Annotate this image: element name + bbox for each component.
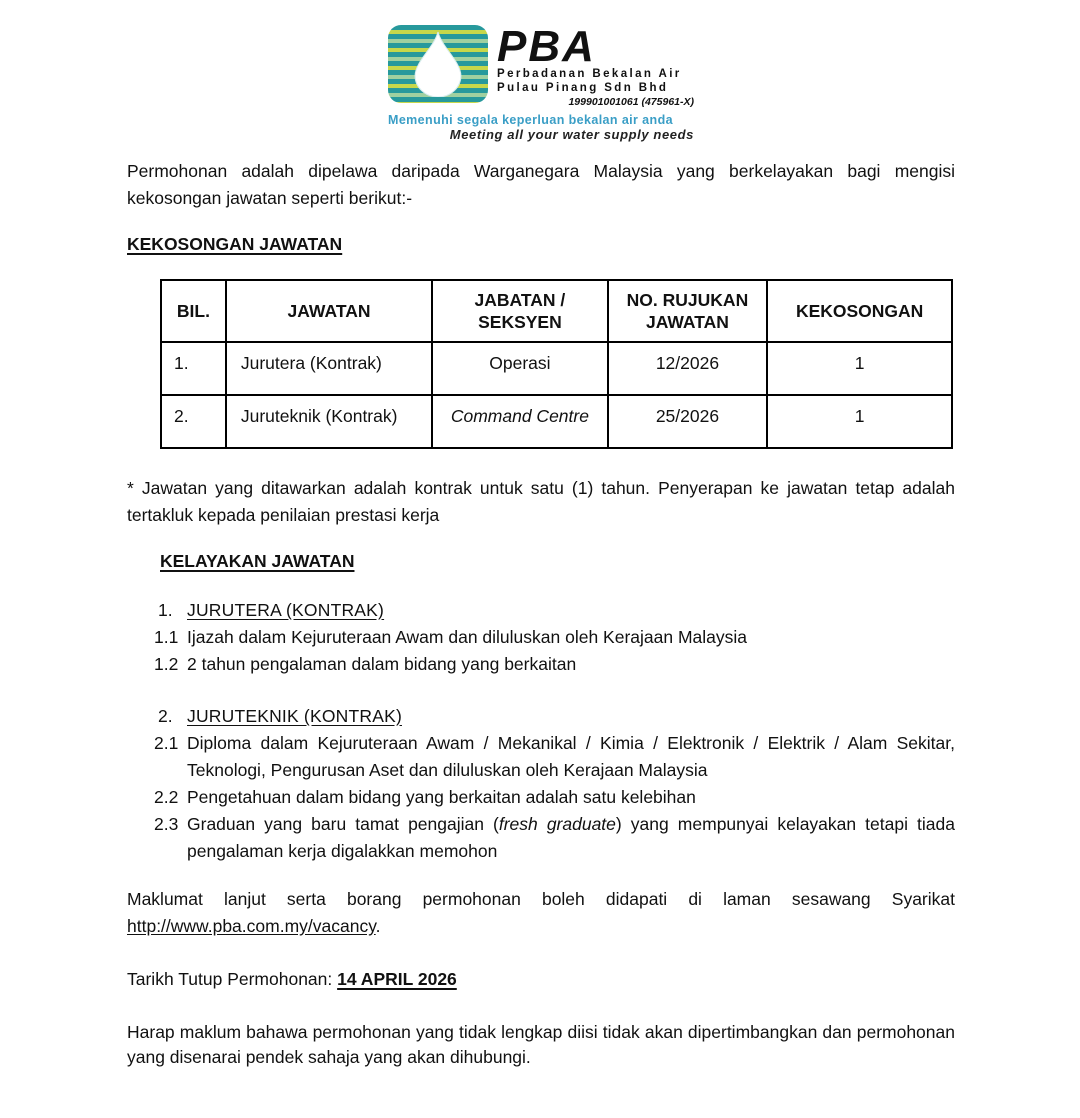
contract-note: * Jawatan yang ditawarkan adalah kontrak untuk satu (1) tahun. Penyerapan ke jawatan tetap adalah tertakluk kepada penilaian prestasi kerja [127, 478, 955, 525]
closing-date-label: Tarikh Tutup Permohonan: [127, 969, 338, 989]
pba-wordmark [497, 22, 694, 108]
qualification-group-jurutera [154, 597, 955, 678]
list-item [154, 784, 955, 811]
tagline-malay: Memenuhi segala keperluan bekalan air anda [388, 113, 673, 127]
cell-kekosongan: 1 [767, 342, 952, 395]
closing-date-value: 14 APRIL 2026 [337, 969, 457, 989]
info-paragraph [127, 886, 955, 940]
water-drop-icon [411, 31, 465, 97]
vacancy-heading: KEKOSONGAN JAWATAN [127, 234, 343, 254]
cell-jawatan: Jurutera (Kontrak) [226, 342, 432, 395]
table-row [161, 395, 952, 448]
info-text: Maklumat lanjut serta borang permohonan boleh didapati di laman sesawang Syarikat [127, 889, 955, 909]
list-item [154, 811, 955, 865]
item-text [187, 811, 955, 865]
company-name-line1: Perbadanan Bekalan Air [497, 68, 682, 80]
item-text-before: Graduan yang baru tamat pengajian ( [187, 814, 499, 834]
col-header-kekosongan: KEKOSONGAN [767, 280, 952, 342]
cell-jawatan: Juruteknik (Kontrak) [226, 395, 432, 448]
group-number: 2. [158, 706, 173, 726]
item-number: 1.1 [154, 627, 179, 647]
pba-logo-mark [388, 25, 488, 103]
table-row [161, 342, 952, 395]
cell-rujukan: 12/2026 [608, 342, 768, 395]
group-number: 1. [158, 600, 173, 620]
item-text: Diploma dalam Kejuruteraan Awam / Mekanikal / Kimia / Elektronik / Elektrik / Alam Sekitar, Teknologi, Pengurusan Aset dan diluluskan oleh Kerajaan Malaysia [187, 733, 955, 780]
logo-acronym: PBA [497, 22, 596, 71]
table-header-row [161, 280, 952, 342]
item-text: Pengetahuan dalam bidang yang berkaitan adalah satu kelebihan [187, 787, 696, 807]
intro-paragraph: Permohonan adalah dipelawa daripada Warganegara Malaysia yang berkelayakan bagi mengisi kekosongan jawatan seperti berikut:- [127, 161, 955, 208]
qualification-group-juruteknik [154, 703, 955, 865]
list-item [154, 730, 955, 784]
item-number: 2.3 [154, 814, 179, 834]
item-text: 2 tahun pengalaman dalam bidang yang berkaitan [187, 654, 577, 674]
col-header-jawatan: JAWATAN [226, 280, 432, 342]
vacancy-table [160, 279, 953, 449]
group-title-row [158, 597, 955, 624]
item-text: Ijazah dalam Kejuruteraan Awam dan diluluskan oleh Kerajaan Malaysia [187, 627, 748, 647]
item-number: 1.2 [154, 654, 179, 674]
item-number: 2.2 [154, 787, 179, 807]
cell-kekosongan: 1 [767, 395, 952, 448]
pba-logo-top [388, 22, 694, 108]
company-name-line2: Pulau Pinang Sdn Bhd [497, 82, 669, 94]
group-title: JURUTEKNIK (KONTRAK) [187, 706, 402, 726]
cell-rujukan: 25/2026 [608, 395, 768, 448]
pba-logo [388, 22, 694, 142]
vacancy-link[interactable]: http://www.pba.com.my/vacancy [127, 916, 376, 936]
col-header-no-rujukan: NO. RUJUKAN JAWATAN [608, 280, 768, 342]
item-number: 2.1 [154, 733, 179, 753]
closing-date-line [127, 966, 955, 993]
tagline-english: Meeting all your water supply needs [449, 127, 694, 142]
cell-jabatan: Command Centre [432, 395, 607, 448]
qualification-heading: KELAYAKAN JAWATAN [160, 551, 355, 571]
cell-jabatan: Operasi [432, 342, 607, 395]
group-title-row [158, 703, 955, 730]
col-header-jabatan-seksyen: JABATAN / SEKSYEN [432, 280, 607, 342]
company-registration: 199901001061 (475961-X) [568, 96, 694, 108]
cell-bil: 1. [161, 342, 226, 395]
group-title: JURUTERA (KONTRAK) [187, 600, 385, 620]
item-text-italic: fresh graduate [498, 814, 616, 834]
disclaimer-paragraph: Harap maklum bahawa permohonan yang tidak lengkap diisi tidak akan dipertimbangkan dan permohonan yang disenarai pendek sahaja yang akan dihubungi. [127, 1022, 955, 1067]
list-item [154, 651, 955, 678]
col-header-bil: BIL. [161, 280, 226, 342]
item-text-after: ) yang mempunyai kelayakan tetapi tiada pengalaman kerja digalakkan memohon [187, 814, 955, 861]
list-item [154, 624, 955, 651]
info-text-period: . [375, 916, 381, 936]
cell-bil: 2. [161, 395, 226, 448]
